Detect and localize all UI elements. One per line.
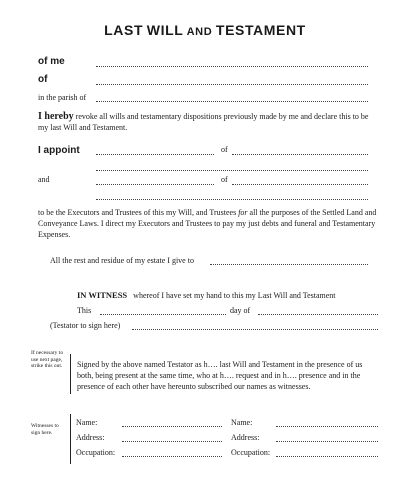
address-line[interactable]	[96, 84, 368, 85]
strike-note: If necessary to use next page, strike this out.	[31, 350, 64, 369]
witness-lead: IN WITNESS	[77, 290, 128, 300]
residue-clause: All the rest and residue of my estate I give to	[50, 256, 194, 265]
testator-signature-line[interactable]	[132, 329, 378, 330]
executor1-address-line[interactable]	[232, 154, 368, 155]
parish-line[interactable]	[96, 101, 368, 102]
witness2-name-label: Name:	[231, 418, 253, 427]
title-word-initial: LAST	[104, 22, 144, 38]
of-label: of	[38, 74, 48, 85]
this-label: This	[77, 306, 92, 315]
of-me-label: of me	[38, 56, 65, 67]
witness1-address-line[interactable]	[122, 441, 222, 442]
document-title	[0, 22, 410, 38]
executors-text-before: to be the Executors and Trustees of this my Will, and Trustees	[38, 208, 239, 217]
witness2-address-label: Address:	[231, 433, 260, 442]
title-word: AND	[186, 26, 213, 38]
witness2-name-line[interactable]	[276, 426, 378, 427]
margin-rule	[70, 354, 71, 394]
margin-rule-witnesses	[70, 414, 71, 464]
appoint-of-label: of	[221, 145, 228, 154]
witness2-occupation-line[interactable]	[276, 456, 378, 457]
revocation-clause	[38, 111, 376, 133]
and-label: and	[38, 175, 50, 184]
witness1-name-label: Name:	[76, 418, 98, 427]
executors-text-after: all the purposes of the Settled Land and Conveyance Laws. I direct my Executors and Trustees to pay my just debts and funeral and Testamentary Expenses.	[38, 208, 377, 239]
witness2-occupation-label: Occupation:	[231, 448, 271, 457]
title-word: TESTAMENT	[215, 22, 306, 38]
witness2-address-line[interactable]	[276, 441, 378, 442]
day-line[interactable]	[100, 314, 226, 315]
appoint-label: I appoint	[38, 145, 80, 156]
witnesses-note: Witnesses to sign here.	[31, 423, 59, 436]
executor2-name-line[interactable]	[96, 184, 214, 185]
executor2-extra-line[interactable]	[96, 199, 368, 200]
residue-beneficiary-line[interactable]	[210, 264, 368, 265]
witness1-name-line[interactable]	[122, 426, 222, 427]
witness1-address-label: Address:	[76, 433, 105, 442]
day-of-label: day of	[230, 306, 251, 315]
parish-label: in the parish of	[38, 93, 87, 102]
executors-text-italic: for	[238, 208, 248, 217]
testator-sign-label: (Testator to sign here)	[50, 321, 121, 330]
appoint-of2-label: of	[221, 175, 228, 184]
executors-clause	[38, 207, 380, 240]
witness-clause	[77, 290, 336, 300]
month-year-line[interactable]	[258, 314, 378, 315]
witness1-occupation-line[interactable]	[122, 456, 222, 457]
witness-text: whereof I have set my hand to this my Last Will and Testament	[133, 291, 336, 300]
executor1-name-line[interactable]	[96, 154, 214, 155]
title-word: WILL	[146, 22, 184, 38]
executor1-extra-line[interactable]	[96, 170, 368, 171]
name-line[interactable]	[96, 66, 368, 67]
revocation-lead: I hereby	[38, 111, 74, 122]
witness1-occupation-label: Occupation:	[76, 448, 116, 457]
executor2-address-line[interactable]	[232, 184, 368, 185]
attestation-clause: Signed by the above named Testator as h…. last Will and Testament in the presence of us both, being present at the same time, who at h…. request and in h…. presence and in the presence of each other have hereunto subscribed our names as witnesses.	[77, 360, 363, 391]
revocation-text: revoke all wills and testamentary dispositions previously made by me and declare this to be my last Will and Testament.	[38, 112, 369, 132]
